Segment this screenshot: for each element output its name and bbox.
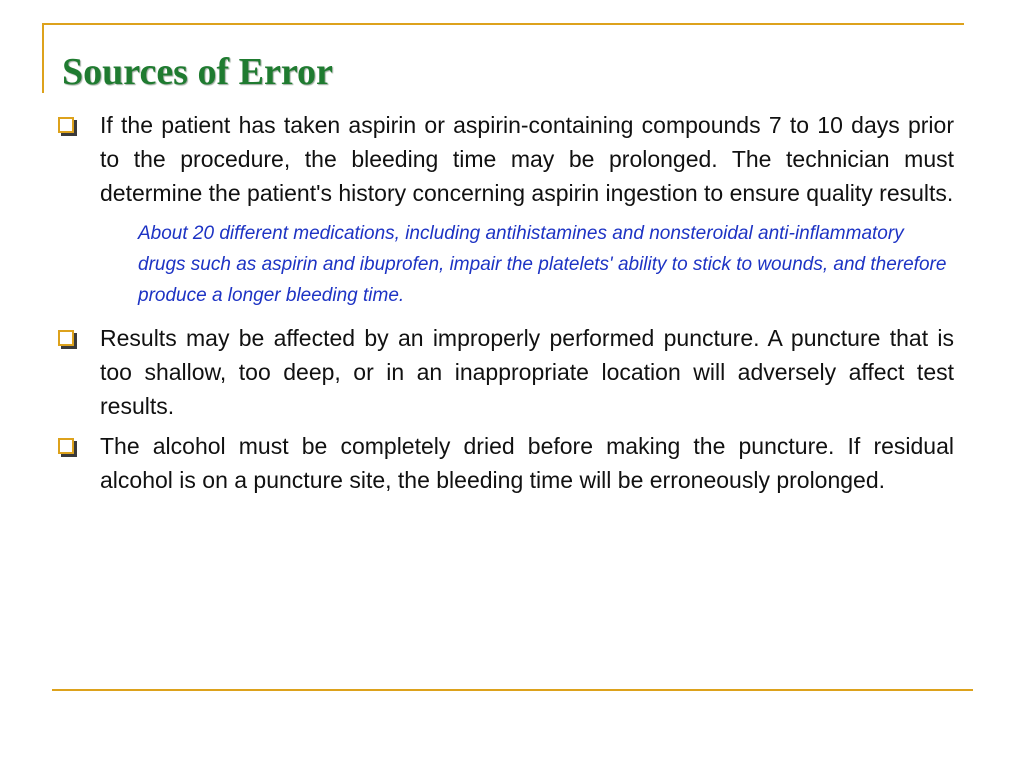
bullet-item	[58, 429, 954, 497]
bullet-item	[58, 321, 954, 423]
bullet-text: The alcohol must be completely dried before making the puncture. If residual alcohol is on a puncture site, the bleeding time will be erroneously prolonged.	[100, 433, 954, 493]
top-border-line	[42, 23, 964, 25]
square-bullet-icon	[58, 438, 74, 454]
medication-note: About 20 different medications, including antihistamines and nonsteroidal anti-inflammatory drugs such as aspirin and ibuprofen, impair the platelets' ability to stick to wounds, and therefore produce a longer bleeding time.	[138, 223, 947, 306]
bullet-text: If the patient has taken aspirin or aspirin-containing compounds 7 to 10 days prior to the procedure, the bleeding time may be prolonged. The technician must determine the patient's history concerning aspirin ingestion to ensure quality results.	[100, 112, 954, 206]
bottom-border-line	[52, 689, 973, 691]
bullet-text: Results may be affected by an improperly performed puncture. A puncture that is too shallow, too deep, or in an inappropriate location will adversely affect test results.	[100, 325, 954, 419]
slide-title: Sources of Error	[62, 51, 333, 93]
square-bullet-icon	[58, 330, 74, 346]
slide-content	[58, 108, 954, 497]
square-bullet-icon	[58, 117, 74, 133]
left-border-line	[42, 23, 44, 93]
bullet-item	[58, 108, 954, 210]
